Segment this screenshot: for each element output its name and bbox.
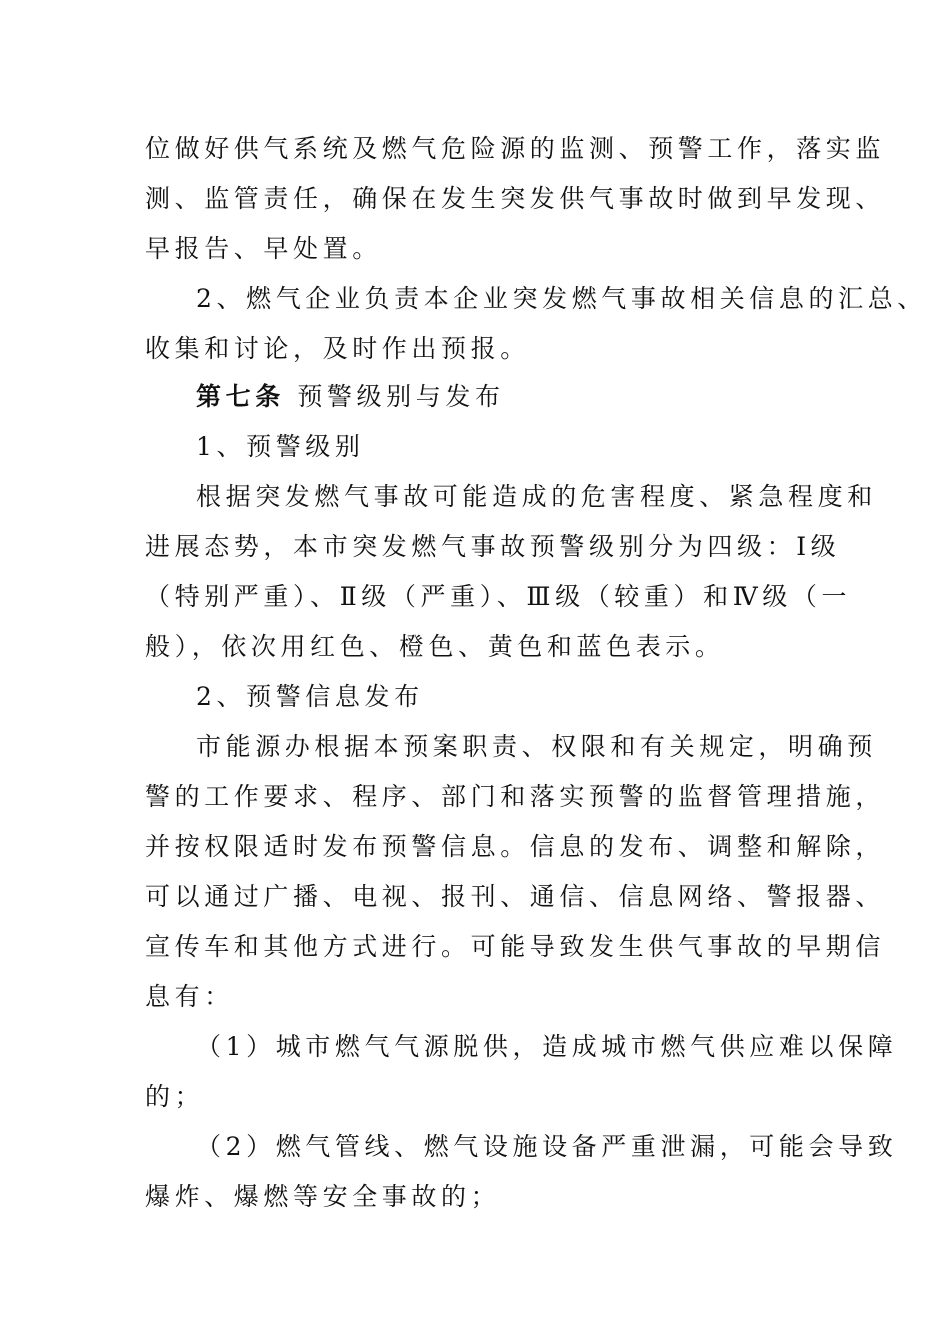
list-item-line: （2）燃气管线、燃气设施设备严重泄漏，可能会导致 <box>196 1132 898 1161</box>
article-heading <box>196 382 505 412</box>
paragraph-line: 息有： <box>145 982 234 1011</box>
paragraph-line: 收集和讨论，及时作出预报。 <box>145 334 530 363</box>
paragraph-line: 早报告、早处置。 <box>145 234 382 263</box>
list-item-line: （1）城市燃气气源脱供，造成城市燃气供应难以保障 <box>196 1032 898 1061</box>
paragraph-line: 警的工作要求、程序、部门和落实预警的监督管理措施， <box>145 782 886 811</box>
list-item-line: 爆炸、爆燃等安全事故的； <box>145 1182 501 1211</box>
paragraph-line: 进展态势，本市突发燃气事故预警级别分为四级：Ⅰ级 <box>145 532 841 561</box>
paragraph-line: 般），依次用红色、橙色、黄色和蓝色表示。 <box>145 632 725 661</box>
paragraph-line: 宣传车和其他方式进行。可能导致发生供气事故的早期信 <box>145 932 886 961</box>
article-title: 预警级别与发布 <box>297 382 505 411</box>
paragraph-line: 可以通过广播、电视、报刊、通信、信息网络、警报器、 <box>145 882 886 911</box>
section-heading: 1、预警级别 <box>196 432 365 461</box>
paragraph-line: 测、监管责任，确保在发生突发供气事故时做到早发现、 <box>145 184 886 213</box>
paragraph-line: 并按权限适时发布预警信息。信息的发布、调整和解除， <box>145 832 886 861</box>
paragraph-line: 根据突发燃气事故可能造成的危害程度、紧急程度和 <box>196 482 877 511</box>
article-number: 第七条 <box>196 382 285 411</box>
paragraph-line: （特别严重）、Ⅱ级（严重）、Ⅲ级（较重）和Ⅳ级（一 <box>145 582 852 611</box>
list-item-line: 的； <box>145 1082 205 1111</box>
paragraph-line: 市能源办根据本预案职责、权限和有关规定，明确预 <box>196 732 877 761</box>
paragraph-line: 2、燃气企业负责本企业突发燃气事故相关信息的汇总、 <box>196 284 927 313</box>
paragraph-line: 位做好供气系统及燃气危险源的监测、预警工作，落实监 <box>145 134 886 163</box>
section-heading: 2、预警信息发布 <box>196 682 424 711</box>
